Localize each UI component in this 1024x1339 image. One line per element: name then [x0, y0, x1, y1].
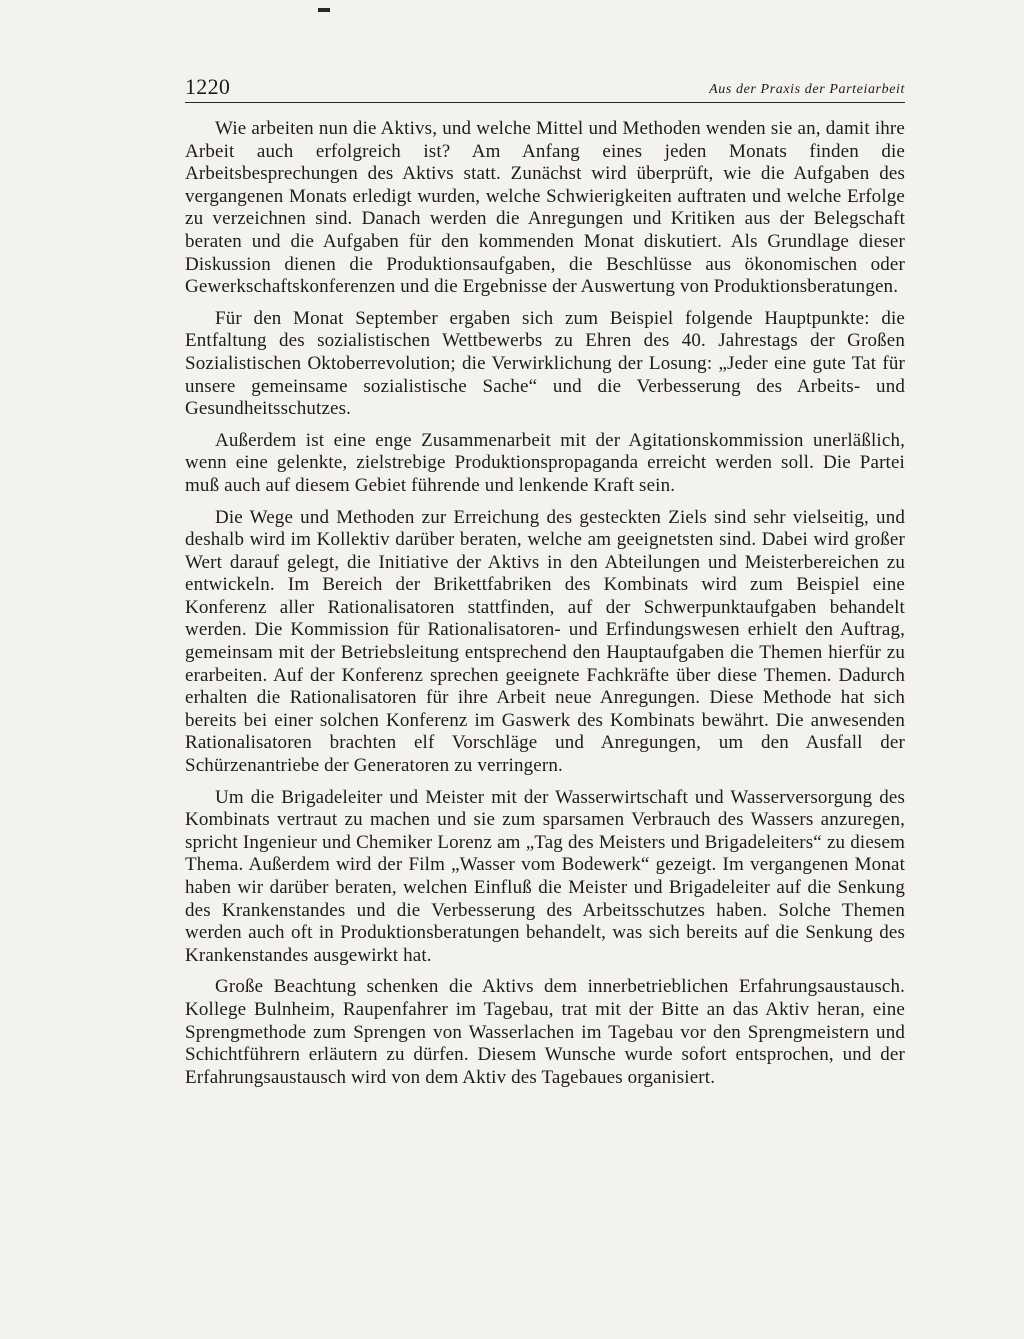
running-title: Aus der Praxis der Parteiarbeit	[709, 82, 905, 97]
paragraph-1: Wie arbeiten nun die Aktivs, und welche Mittel und Methoden wenden sie an, damit ihre Arbeit auch erfolgreich ist? Am Anfang eines jeden Monats finden die Arbeitsbesprechungen des Aktivs statt. Zunächst wird überprüft, wie die Aufgaben des vergangenen Monats erledigt wurden, welche Schwierigkeiten auftraten und welche Erfolge zu verzeichnen sind. Danach werden die Anregungen und Kritiken aus der Belegschaft beraten und die Aufgaben für den kommenden Monat diskutiert. Als Grundlage dieser Diskussion dienen die Produktionsaufgaben, die Beschlüsse aus ökonomischen oder Gewerkschaftskonferenzen und die Ergebnisse der Auswertung von Produktionsberatungen.	[185, 118, 905, 298]
paragraph-2: Für den Monat September ergaben sich zum Beispiel folgende Hauptpunkte: die Entfaltung des sozialistischen Wettbewerbs zu Ehren des 40. Jahrestags der Großen Sozialistischen Oktoberrevolution; die Verwirklichung der Losung: „Jeder eine gute Tat für unsere gemeinsame sozialistische Sache“ und die Verbesserung des Arbeits- und Gesundheitsschutzes.	[185, 307, 905, 420]
paragraph-4: Die Wege und Methoden zur Erreichung des gesteckten Ziels sind sehr vielseitig, und deshalb wird im Kollektiv darüber beraten, welche am geeignetsten sind. Dabei wird großer Wert darauf gelegt, die Initiative der Aktivs in den Abteilungen und Meisterbereichen zu entwickeln. Im Bereich der Brikettfabriken des Kombinats wird zum Beispiel eine Konferenz aller Rationalisatoren stattfinden, auf der Schwerpunktaufgaben behandelt werden. Die Kommission für Rationalisatoren- und Erfindungswesen erhielt den Auftrag, gemeinsam mit der Betriebsleitung entsprechend den Hauptaufgaben die Themen hierfür zu erarbeiten. Auf der Konferenz sprechen geeignete Fachkräfte über diese Themen. Dadurch erhalten die Rationalisatoren für ihre Arbeit neue Anregungen. Diese Methode hat sich bereits bei einer solchen Konferenz im Gaswerk des Kombinats bewährt. Die anwesenden Rationalisatoren brachten elf Vorschläge und Anregungen, um den Ausfall der Schürzenantriebe der Generatoren zu verringern.	[185, 506, 905, 777]
article-body	[185, 118, 905, 1098]
paragraph-6: Große Beachtung schenken die Aktivs dem innerbetrieblichen Erfahrungsaustausch. Kollege Bulnheim, Raupenfahrer im Tagebau, trat mit der Bitte an das Aktiv heran, eine Sprengmethode zum Sprengen von Wasserlachen im Tagebau vor den Sprengmeistern und Schichtführern erläutern zu dürfen. Diesem Wunsche wurde sofort entsprochen, und der Erfahrungsaustausch wird von dem Aktiv des Tagebaues organisiert.	[185, 976, 905, 1088]
paragraph-5: Um die Brigadeleiter und Meister mit der Wasserwirtschaft und Wasserversorgung des Kombinats vertraut zu machen und sie zum sparsamen Verbrauch des Wassers anzuregen, spricht Ingenieur und Chemiker Lorenz am „Tag des Meisters und Brigadeleiters“ zu diesem Thema. Außerdem wird der Film „Wasser vom Bodewerk“ gezeigt. Im vergangenen Monat haben wir darüber beraten, welchen Einfluß die Meister und Brigadeleiter auf die Senkung des Krankenstandes und die Verbesserung des Arbeitsschutzes haben. Solche Themen werden auch oft in Produktionsberatungen behandelt, was sich bereits auf die Senkung des Krankenstandes ausgewirkt hat.	[185, 786, 905, 966]
page-number: 1220	[185, 74, 231, 99]
scan-mark	[318, 8, 330, 12]
page-header	[185, 76, 905, 103]
paragraph-3: Außerdem ist eine enge Zusammenarbeit mit der Agitationskommission unerläßlich, wenn eine gelenkte, zielstrebige Produktionspropaganda erreicht werden soll. Die Partei muß auch auf diesem Gebiet führende und lenkende Kraft sein.	[185, 429, 905, 496]
